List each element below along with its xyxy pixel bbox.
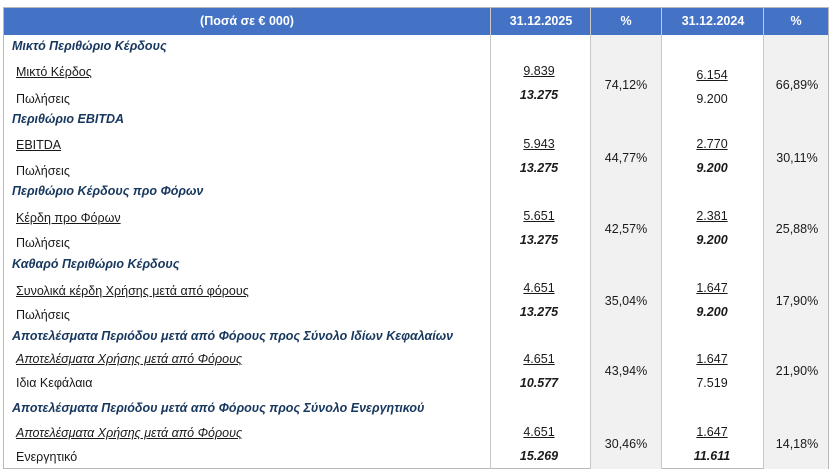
denominator-value-2025: 10.577 <box>519 376 559 390</box>
denominator-value-2024: 9.200 <box>696 305 728 319</box>
numerator-value-2024: 6.154 <box>696 68 728 82</box>
numerator-label: Συνολικά κέρδη Χρήσης μετά από φόρους <box>16 284 249 298</box>
section-title: Αποτελέσματα Περιόδου μετά από Φόρους προς Σύνολο Ιδίων Κεφαλαίων <box>12 329 454 343</box>
header-col-pct-2024: % <box>790 14 802 28</box>
numerator-label: Κέρδη προ Φόρων <box>16 211 121 225</box>
denominator-value-2024: 9.200 <box>696 92 728 106</box>
numerator-label: Αποτελέσματα Χρήσης μετά από Φόρους <box>16 352 243 366</box>
header-col-pct-2025: % <box>620 14 632 28</box>
section-title: Μικτό Περιθώριο Κέρδους <box>12 39 167 53</box>
pct-column-2025-bg <box>591 35 661 469</box>
denominator-value-2025: 13.275 <box>519 233 559 247</box>
denominator-label: Ενεργητικό <box>16 450 78 464</box>
denominator-value-2024: 9.200 <box>696 161 728 175</box>
numerator-label: Μικτό Κέρδος <box>16 65 92 79</box>
ratio-pct-2025: 43,94% <box>604 364 648 378</box>
numerator-value-2025: 4.651 <box>523 425 555 439</box>
numerator-label: Αποτελέσματα Χρήσης μετά από Φόρους <box>16 426 243 440</box>
denominator-label: Πωλήσεις <box>16 308 70 322</box>
ratio-pct-2024: 25,88% <box>775 222 819 236</box>
header-col-2025: 31.12.2025 <box>509 14 573 28</box>
denominator-value-2025: 13.275 <box>519 305 559 319</box>
ratio-pct-2025: 42,57% <box>604 222 648 236</box>
denominator-label: Ιδια Κεφάλαια <box>16 376 93 390</box>
ratio-pct-2024: 30,11% <box>776 151 818 165</box>
denominator-label: Πωλήσεις <box>16 236 70 250</box>
ratio-pct-2025: 35,04% <box>604 294 648 308</box>
numerator-value-2025: 5.943 <box>523 137 555 151</box>
denominator-value-2024: 11.611 <box>693 449 731 463</box>
ratio-pct-2025: 30,46% <box>604 437 648 451</box>
ratio-pct-2025: 74,12% <box>604 78 648 92</box>
numerator-value-2024: 1.647 <box>696 281 728 295</box>
denominator-value-2024: 9.200 <box>696 233 728 247</box>
ratio-pct-2024: 66,89% <box>775 78 819 92</box>
numerator-value-2024: 1.647 <box>696 425 728 439</box>
numerator-value-2025: 4.651 <box>523 281 555 295</box>
numerator-value-2024: 2.770 <box>696 137 728 151</box>
table-header <box>4 8 828 35</box>
ratio-pct-2025: 44,77% <box>604 151 648 165</box>
ratio-pct-2024: 14,18% <box>775 437 819 451</box>
section-title: Περιθώριο EBITDA <box>12 112 125 126</box>
numerator-value-2024: 1.647 <box>696 352 728 366</box>
section-title: Καθαρό Περιθώριο Κέρδους <box>12 257 180 271</box>
numerator-value-2025: 4.651 <box>523 352 555 366</box>
ratio-pct-2024: 21,90% <box>775 364 819 378</box>
header-col-2024: 31.12.2024 <box>681 14 745 28</box>
section-title: Αποτελέσματα Περιόδου μετά από Φόρους προς Σύνολο Ενεργητικού <box>12 401 425 415</box>
denominator-value-2025: 13.275 <box>519 161 559 175</box>
denominator-label: Πωλήσεις <box>16 92 70 106</box>
ratio-pct-2024: 17,90% <box>775 294 819 308</box>
denominator-label: Πωλήσεις <box>16 164 70 178</box>
numerator-value-2025: 9.839 <box>523 64 555 78</box>
header-amounts-label: (Ποσά σε € 000) <box>200 14 294 28</box>
section-title: Περιθώριο Κέρδους προ Φόρων <box>12 184 204 198</box>
denominator-value-2024: 7.519 <box>696 376 728 390</box>
denominator-value-2025: 13.275 <box>519 88 559 102</box>
pct-column-2024-bg <box>764 35 828 469</box>
numerator-label: EBITDA <box>16 138 62 152</box>
numerator-value-2024: 2.381 <box>696 209 728 223</box>
denominator-value-2025: 15.269 <box>519 449 559 463</box>
numerator-value-2025: 5.651 <box>523 209 555 223</box>
